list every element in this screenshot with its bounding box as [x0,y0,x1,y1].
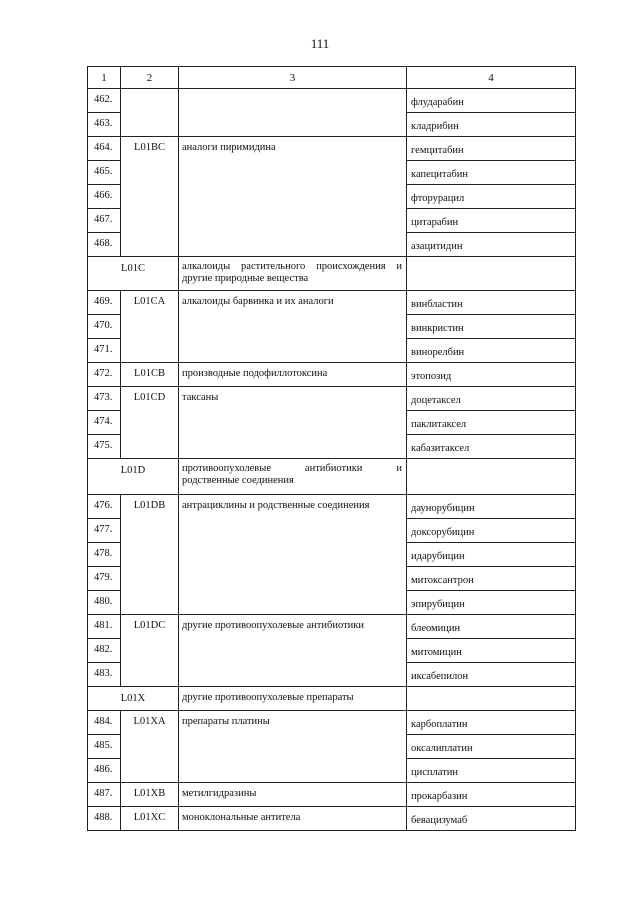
atc-code: L01XA [121,711,179,783]
row-number: 479. [88,567,121,591]
header-col-4: 4 [407,67,576,89]
row-number: 473. [88,387,121,411]
group-row [88,687,576,711]
row-number: 477. [88,519,121,543]
atc-description: моноклональные антитела [179,807,407,831]
header-col-2: 2 [121,67,179,89]
row-number: 485. [88,735,121,759]
group-description [179,257,407,291]
table-row [88,137,576,161]
drug-name: митомицин [407,639,576,663]
row-number: 486. [88,759,121,783]
row-number: 469. [88,291,121,315]
drug-name: гемцитабин [407,137,576,161]
group-description: другие противоопухолевые препараты [179,687,407,711]
group-row [88,459,576,495]
row-number: 488. [88,807,121,831]
row-number: 472. [88,363,121,387]
drug-name: кладрибин [407,113,576,137]
atc-description: другие противоопухолевые антибиотики [179,615,407,687]
drug-name: флударабин [407,89,576,113]
row-number: 476. [88,495,121,519]
drug-name: азацитидин [407,233,576,257]
atc-description [179,89,407,137]
atc-code: L01CD [121,387,179,459]
table-row [88,783,576,807]
atc-code: L01CB [121,363,179,387]
drug-name: цисплатин [407,759,576,783]
atc-description: препараты платины [179,711,407,783]
drug-name: доксорубицин [407,519,576,543]
empty-cell [407,687,576,711]
atc-code: L01XC [121,807,179,831]
row-number: 462. [88,89,121,113]
row-number: 470. [88,315,121,339]
row-number: 474. [88,411,121,435]
group-code: L01X [88,687,179,711]
drug-name: митоксантрон [407,567,576,591]
atc-code: L01CA [121,291,179,363]
row-number: 480. [88,591,121,615]
row-number: 482. [88,639,121,663]
drug-name: кабазитаксел [407,435,576,459]
atc-code [121,89,179,137]
row-number: 468. [88,233,121,257]
drug-name: этопозид [407,363,576,387]
group-description-line: другие природные вещества [182,273,309,284]
row-number: 465. [88,161,121,185]
page-number: 111 [310,36,330,51]
group-code: L01D [88,459,179,495]
row-number: 487. [88,783,121,807]
row-number: 471. [88,339,121,363]
table-row [88,807,576,831]
table-row [88,495,576,519]
row-number: 478. [88,543,121,567]
group-description-line: родственные соединения [182,475,294,486]
drug-name: фторурацил [407,185,576,209]
atc-code: L01BC [121,137,179,257]
group-row [88,257,576,291]
atc-description: антрациклины и родственные соединения [179,495,407,615]
atc-description: алкалоиды барвинка и их аналоги [179,291,407,363]
row-number: 466. [88,185,121,209]
group-code: L01C [88,257,179,291]
atc-code: L01DC [121,615,179,687]
group-description-line: алкалоиды растительного происхождения и [182,261,402,272]
row-number: 483. [88,663,121,687]
empty-cell [407,257,576,291]
drug-name: блеомицин [407,615,576,639]
row-number: 467. [88,209,121,233]
drug-name: даунорубицин [407,495,576,519]
atc-description: метилгидразины [179,783,407,807]
atc-code: L01XB [121,783,179,807]
drug-name: прокарбазин [407,783,576,807]
drug-name: винкристин [407,315,576,339]
header-col-1: 1 [88,67,121,89]
atc-code: L01DB [121,495,179,615]
table-row [88,291,576,315]
empty-cell [407,459,576,495]
atc-description: таксаны [179,387,407,459]
row-number: 475. [88,435,121,459]
row-number: 464. [88,137,121,161]
drug-name: цитарабин [407,209,576,233]
table-row [88,711,576,735]
drug-name: оксалиплатин [407,735,576,759]
drug-name: идарубицин [407,543,576,567]
drug-name: винбластин [407,291,576,315]
row-number: 481. [88,615,121,639]
medication-table [87,66,576,831]
group-description-line: противоопухолевые антибиотики и [182,463,402,474]
group-description [179,459,407,495]
table-row [88,387,576,411]
drug-name: доцетаксел [407,387,576,411]
drug-name: карбоплатин [407,711,576,735]
drug-name: иксабепилон [407,663,576,687]
header-col-3: 3 [179,67,407,89]
drug-name: эпирубицин [407,591,576,615]
atc-description: производные подофиллотоксина [179,363,407,387]
drug-name: бевацизумаб [407,807,576,831]
table-row [88,615,576,639]
drug-name: капецитабин [407,161,576,185]
table-row [88,89,576,113]
drug-name: винорелбин [407,339,576,363]
row-number: 484. [88,711,121,735]
table-row [88,363,576,387]
header-row [88,67,576,89]
drug-name: паклитаксел [407,411,576,435]
atc-description: аналоги пиримидина [179,137,407,257]
row-number: 463. [88,113,121,137]
